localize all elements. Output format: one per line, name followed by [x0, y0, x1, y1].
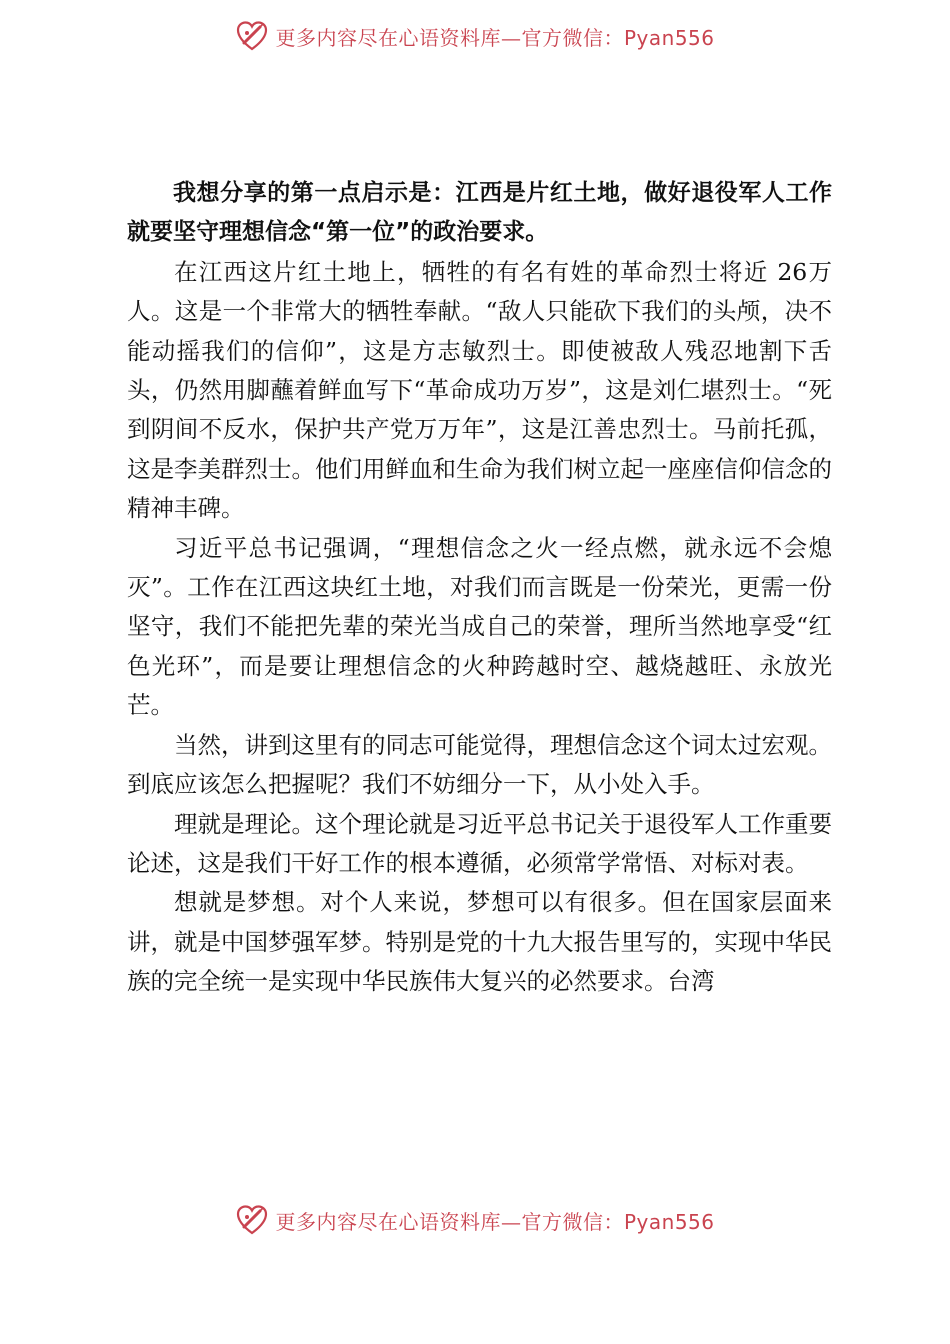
banner-wechat-id: Pyan556 [623, 1209, 715, 1234]
paragraph-xi-quote: 习近平总书记强调，“理想信念之火一经点燃，就永远不会熄灭”。工作在江西这块红土地，对我们而言既是一份荣光，更需一份坚守，我们不能把先辈的荣光当成自己的荣誉，理所当然地享受“红色光环”，而是要让理想信念的火种跨越时空、越烧越旺、永放光芒。 [127, 533, 832, 720]
heart-pen-logo-icon [235, 1203, 269, 1237]
banner-wechat-label: 官方微信： [521, 25, 624, 50]
footer-banner [0, 1200, 950, 1240]
paragraph-theory: 理就是理论。这个理论就是习近平总书记关于退役军人工作重要论述，这是我们干好工作的根本遵循，必须常学常悟、对标对表。 [127, 809, 832, 877]
banner-main-text: 更多内容尽在心语资料库 [275, 25, 501, 50]
banner-wechat-id: Pyan556 [623, 25, 715, 50]
banner-text [275, 1206, 714, 1235]
paragraph-martyrs: 在江西这片红土地上，牺牲的有名有姓的革命烈士将近 26万人。这是一个非常大的牺牲奉献。“敌人只能砍下我们的头颅，决不能动摇我们的信仰”，这是方志敏烈士。即使被敌人残忍地割下舌头，仍然用脚蘸着鲜血写下“革命成功万岁”，这是刘仁堪烈士。“死到阴间不反水，保护共产党万万年”，这是江善忠烈士。马前托孤，这是李美群烈士。他们用鲜血和生命为我们树立起一座座信仰信念的精神丰碑。 [127, 257, 832, 523]
banner-separator: — [500, 1209, 522, 1234]
banner-main-text: 更多内容尽在心语资料库 [275, 1209, 501, 1234]
paragraph-question: 当然，讲到这里有的同志可能觉得，理想信念这个词太过宏观。到底应该怎么把握呢？我们不妨细分一下，从小处入手。 [127, 730, 832, 799]
banner-wechat-label: 官方微信： [521, 1209, 624, 1234]
banner-separator: — [500, 25, 522, 50]
banner-text [275, 22, 714, 51]
paragraph-dream: 想就是梦想。对个人来说，梦想可以有很多。但在国家层面来讲，就是中国梦强军梦。特别是党的十九大报告里写的，实现中华民族的完全统一是实现中华民族伟大复兴的必然要求。台湾 [127, 888, 832, 996]
paragraph-heading: 我想分享的第一点启示是：江西是片红土地，做好退役军人工作就要坚守理想信念“第一位”的政治要求。 [127, 180, 832, 246]
header-banner [0, 16, 950, 56]
heart-pen-logo-icon [235, 19, 269, 53]
document-body [127, 174, 832, 1002]
